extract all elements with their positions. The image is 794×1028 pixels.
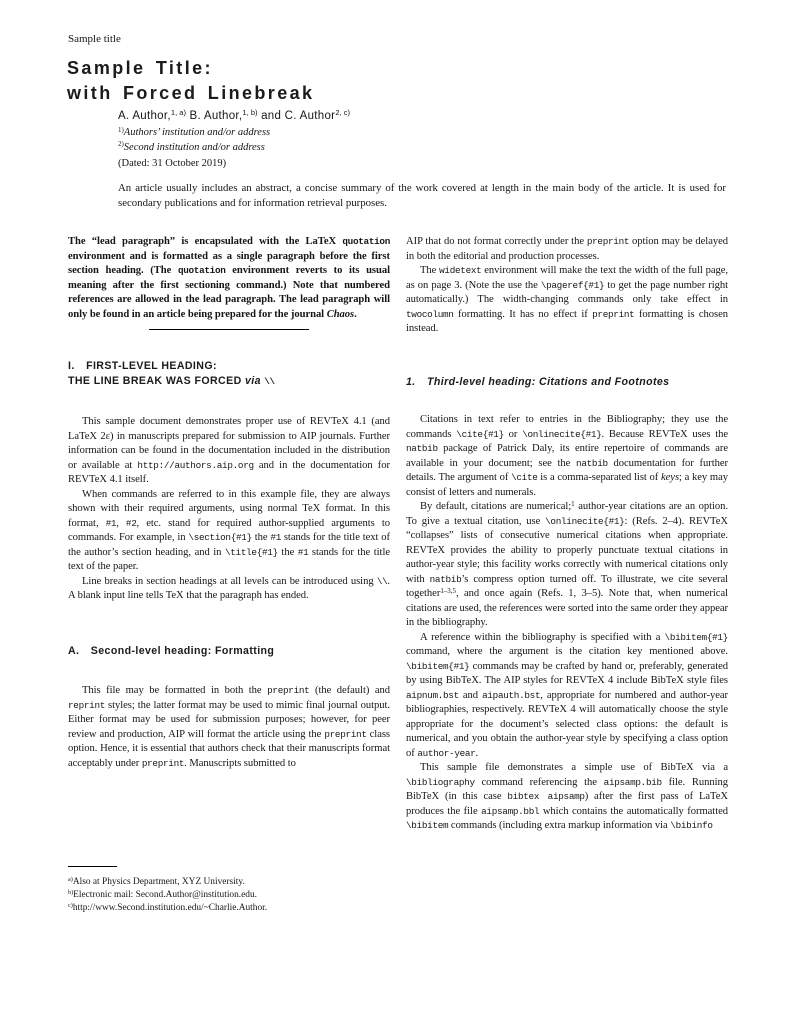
lead-paragraph: The “lead paragraph” is encapsulated with the LaTeX quotation environment and is formatted as a single paragraph before the first section heading. (The quotation environment reverts to its usual meaning after the first sectioning command.) Note that numbered references are allowed in the lead paragraph. The lead paragraph will only be found in an article being prepared for the journal Chaos.	[68, 236, 390, 320]
paragraph-linebreaks: Line breaks in section headings at all levels can be introduced using \\. A blank input line tells TeX that the paragraph has ended.	[68, 575, 390, 601]
section-heading-1	[68, 359, 390, 389]
right-column	[406, 235, 728, 834]
section-1-line-1: I. FIRST-LEVEL HEADING:	[68, 360, 217, 372]
affiliations-block	[118, 126, 270, 155]
affiliation-line-2: $^{2)}$Second institution and/or address	[118, 141, 265, 153]
affiliation-line-1: $^{1)}$Authors’ institution and/or address	[118, 126, 271, 138]
dated-line: (Dated: 31 October 2019)	[118, 158, 227, 169]
section-divider-rule	[149, 329, 309, 330]
running-head: Sample title	[68, 33, 121, 45]
paragraph-revtex-intro: This sample document demonstrates proper use of REVTeX 4.1 (and LaTeX 2ε) in manuscripts prepared for submission to AIP journals. Further information can be found in the documentation included in the distribution or available at http://authors.aip.org and in the documentation for REVTeX 4.1 itself.	[68, 416, 390, 485]
footnote-block	[68, 866, 390, 916]
abstract-text: An article usually includes an abstract, a concise summary of the work covered at length in the main body of the article. It is used for secondary publications and for information retrieval purposes.	[118, 182, 726, 209]
authors-line: A. Author,$^{1, a)}$ B. Author,$^{1, b)}$ and C. Author$^{2, c)}$	[118, 108, 351, 122]
footnote-rule	[68, 866, 117, 867]
section-1-line-2: THE LINE BREAK WAS FORCED via \\	[68, 374, 275, 387]
paragraph-bibitem: A reference within the bibliography is specified with a \bibitem{#1} command, where the argument is the citation key mentioned above. \bibitem{#1} commands may be crafted by hand or, preferably, generated by using BibTeX. The AIP styles for REVTeX 4 include BibTeX style files aipnum.bst and aipauth.bst, appropriate for numbered and author-year bibliographies, respectively. REVTeX 4 will automatically choose the style appropriate for the document’s selected class options: the default is numerical, and you obtain the author-year style by specifying a class option of author-year.	[406, 631, 728, 759]
footnote-c: $^{c)}$http://www.Second.institution.edu/~Charlie.Author.	[68, 902, 268, 914]
section-heading-3: 1. Third-level heading: Citations and Footnotes	[406, 375, 670, 388]
left-column	[68, 235, 390, 771]
title-line-2: with Forced Linebreak	[67, 83, 315, 103]
footnote-a: $^{a)}$Also at Physics Department, XYZ University.	[68, 875, 245, 887]
paragraph-widetext: The widetext environment will make the text the width of the full page, as on page 3. (Note the use the \pageref{#1} to get the page number right automatically.) The width-changing commands only take effect in twocolumn formatting. It has no effect if preprint formatting is chosen instead.	[406, 265, 729, 334]
section-heading-a: A. Second-level heading: Formatting	[68, 644, 275, 657]
paragraph-commands: When commands are referred to in this example file, they are always shown with their required arguments, using normal TeX format. In this format, #1, #2, etc. stand for required author-supplied arguments to commands. For example, in \section{#1} the #1 stands for the title text of the author’s section heading, and in \title{#1} the #1 stands for the title text of the paper.	[68, 488, 390, 572]
paragraph-citations: Citations in text refer to entries in the Bibliography; they use the commands \cite{#1} or \onlinecite{#1}. Because REVTeX uses the natbib package of Patrick Daly, its entire repertoire of commands are available in your document; see the natbib documentation for further details. The argument of \cite is a comma-separated list of keys; a key may consist of letters and numerals.	[406, 414, 728, 498]
paper-title	[67, 56, 314, 106]
paragraph-aip-continuation: AIP that do not format correctly under the preprint option may be delayed in both the editorial and production processes.	[406, 236, 728, 262]
paragraph-formatting: This file may be formatted in both the preprint (the default) and reprint styles; the latter format may be used to mimic final journal output. Either format may be used for submission purposes; however, for peer review and production, AIP will format the article using the preprint class option. Hence, it is essential that authors check that their manuscripts format acceptably under preprint. Manuscripts submitted to	[68, 685, 390, 769]
paragraph-bibtex-sample: This sample file demonstrates a simple use of BibTeX via a \bibliography command referencing the aipsamp.bib file. Running BibTeX (in this case bibtex aipsamp) after the first pass of LaTeX produces the file aipsamp.bbl which contains the automatically formatted \bibitem commands (including extra markup information via \bibinfo	[406, 762, 729, 831]
paragraph-numerical-citations: By default, citations are numerical;$^1$ author-year citations are an option. To give a textual citation, use \onlinecite{#1}: (Refs. 2–4). REVTeX “collapses” lists of consecutive numerical citations when appropriate. REVTeX provides the ability to properly punctuate textual citations in author-year style; this facility works correctly with numerical citations only with natbib’s compress option turned off. To illustrate, we cite several together$^{1-3,5}$, and once again (Refs. 1, 3–5). Note that, when numerical citations are used, the references were sorted into the same order they appear in the bibliography.	[406, 499, 728, 628]
title-line-1: Sample Title:	[67, 58, 213, 78]
footnote-b: $^{b)}$Electronic mail: Second.Author@institution.edu.	[68, 889, 258, 901]
